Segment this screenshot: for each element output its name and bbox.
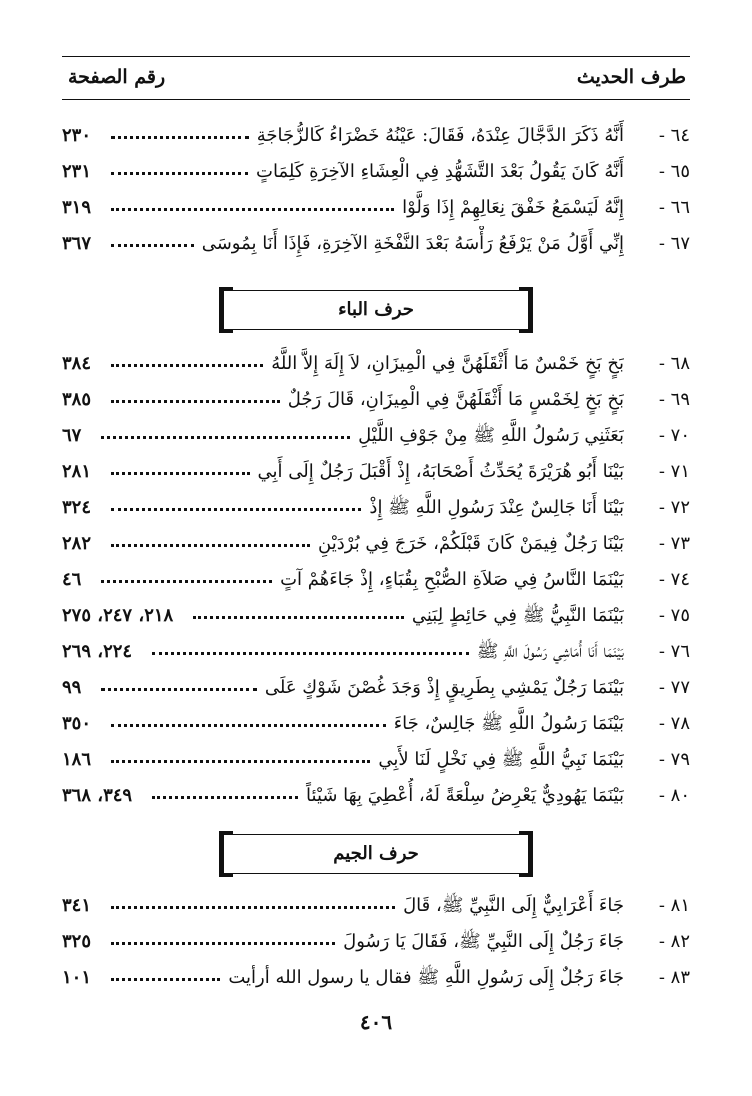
entry-number: ٧٣ - — [658, 533, 690, 554]
entry-text-content: بَيْنَمَا النَّاسُ فِي صَلاَةِ الصُّبْحِ بِقُبَاءٍ، إِذْ جَاءَهُمْ آتٍ — [280, 569, 624, 590]
entry-text-content: بَيْنَا أَنَا جَالِسٌ عِنْدَ رَسُولِ اللَّهِ ﷺ إِذْ — [369, 497, 624, 518]
entry-text-content: أَنَّهُ ذَكَرَ الدَّجَّالَ عِنْدَهُ، فَقَالَ: عَيْنُهُ خَضْرَاءُ كَالزُّجَاجَةِ — [256, 125, 624, 146]
index-entry — [62, 670, 690, 706]
entry-page-refs: ٢١٨، ٢٤٧، ٢٧٥ — [62, 605, 174, 626]
entry-number: ٧٥ - — [658, 605, 690, 626]
leader-dots — [111, 242, 194, 247]
entry-number: ٧٦ - — [658, 641, 690, 662]
entry-text-content: بَخٍ بَخٍ خَمْسٌ مَا أَثْقَلَهُنَّ فِي الْمِيزَانِ، لاَ إِلَهَ إِلاَّ اللَّهُ — [271, 353, 624, 374]
section-label-ba: حرف الباء — [338, 299, 414, 320]
entry-hadith-text — [140, 634, 624, 670]
index-entry — [62, 742, 690, 778]
entry-hadith-text — [89, 418, 624, 454]
leader-dots — [111, 206, 394, 211]
leader-dots — [101, 578, 272, 583]
entry-number: ٧٨ - — [658, 713, 690, 734]
entry-page-refs: ٤٦ — [62, 569, 82, 590]
entry-page-refs: ٣٥٠ — [62, 713, 92, 734]
index-entry — [62, 490, 690, 526]
section-label-jim: حرف الجيم — [333, 843, 419, 864]
entry-hadith-text — [99, 526, 624, 562]
entry-number: ٨١ - — [658, 895, 690, 916]
leader-dots — [111, 542, 310, 547]
entry-text-content: بَخٍ بَخٍ لِخَمْسٍ مَا أَثْقَلَهُنَّ فِي الْمِيزَانِ، قَالَ رَجُلٌ — [287, 389, 624, 410]
entry-number: ٧٠ - — [658, 425, 690, 446]
entry-hadith-text — [140, 778, 624, 814]
entry-hadith-text — [99, 742, 624, 778]
entry-text-content: بَيْنَمَا أَنَا أُمَاشِي رَسُولَ اللَّهِ ﷺ — [476, 641, 624, 662]
entry-page-refs: ١٨٦ — [62, 749, 92, 770]
entries-group-alif — [62, 118, 690, 262]
entry-number: ٦٤ - — [658, 125, 690, 146]
entry-hadith-text — [99, 490, 624, 526]
entry-page-refs: ٩٩ — [62, 677, 82, 698]
index-entry — [62, 226, 690, 262]
index-entry — [62, 382, 690, 418]
entry-hadith-text — [99, 154, 624, 190]
entry-number: ٧٧ - — [658, 677, 690, 698]
entry-text-content: بَعَثَنِي رَسُولُ اللَّهِ ﷺ مِنْ جَوْفِ اللَّيْلِ — [358, 425, 624, 446]
index-entry — [62, 924, 690, 960]
entry-hadith-text — [99, 924, 624, 960]
entry-hadith-text — [181, 598, 624, 634]
entry-text-content: جَاءَ أَعْرَابِيٌّ إِلَى النَّبِيِّ ﷺ، قَالَ — [403, 895, 624, 916]
index-entry — [62, 960, 690, 996]
entry-page-refs: ٢٣٠ — [62, 125, 92, 146]
entry-number: ٦٧ - — [658, 233, 690, 254]
entry-text-content: جَاءَ رَجُلٌ إِلَى النَّبِيِّ ﷺ، فَقَالَ يَا رَسُولَ — [343, 931, 624, 952]
entry-page-refs: ٣٨٥ — [62, 389, 92, 410]
entry-hadith-text — [99, 888, 624, 924]
index-entry — [62, 454, 690, 490]
entry-hadith-text — [99, 960, 624, 996]
leader-dots — [111, 362, 263, 367]
entry-text-content: بَيْنَمَا رَجُلٌ يَمْشِي بِطَرِيقٍ إِذْ وَجَدَ غُصْنَ شَوْكٍ عَلَى — [264, 677, 624, 698]
entry-number: ٧٤ - — [658, 569, 690, 590]
entries-group-jim — [62, 888, 690, 996]
section-heading-jim — [222, 834, 530, 874]
entry-hadith-text — [99, 454, 624, 490]
leader-dots — [101, 686, 257, 691]
leader-dots — [193, 614, 404, 619]
entry-number: ٦٨ - — [658, 353, 690, 374]
index-entry — [62, 418, 690, 454]
leader-dots — [111, 722, 386, 727]
entry-page-refs: ٢٨١ — [62, 461, 92, 482]
entry-page-refs: ٢٢٤، ٢٦٩ — [62, 641, 133, 662]
entries-group-ba — [62, 346, 690, 814]
header-top-rule — [62, 56, 690, 57]
entry-number: ٧٩ - — [658, 749, 690, 770]
leader-dots — [111, 170, 248, 175]
index-entry — [62, 118, 690, 154]
leader-dots — [111, 470, 250, 475]
index-entry — [62, 526, 690, 562]
index-entry — [62, 706, 690, 742]
entry-page-refs: ٣٤١ — [62, 895, 92, 916]
index-entry — [62, 634, 690, 670]
leader-dots — [111, 976, 220, 981]
entry-page-refs: ٣١٩ — [62, 197, 92, 218]
header-hadith-title: طرف الحديث — [576, 66, 686, 88]
entry-number: ٦٦ - — [658, 197, 690, 218]
entry-page-refs: ٣٤٩، ٣٦٨ — [62, 785, 133, 806]
header-bottom-rule — [62, 99, 690, 100]
index-entry — [62, 778, 690, 814]
entry-text-content: بَيْنَا رَجُلٌ فِيمَنْ كَانَ قَبْلَكُمْ، خَرَجَ فِي بُرْدَيْنِ — [318, 533, 624, 554]
entry-text-content: بَيْنَا أَبُو هُرَيْرَةَ يُحَدِّثُ أَصْحَابَهُ، إِذْ أَقْبَلَ رَجُلٌ إِلَى أَبِي — [257, 461, 624, 482]
leader-dots — [152, 794, 298, 799]
leader-dots — [111, 506, 361, 511]
entry-hadith-text — [99, 118, 624, 154]
leader-dots — [152, 650, 469, 655]
index-entry — [62, 190, 690, 226]
entry-page-refs: ٦٧ — [62, 425, 82, 446]
header-page-number-title: رقم الصفحة — [68, 66, 166, 88]
entry-number: ٧١ - — [658, 461, 690, 482]
entry-number: ٨٠ - — [658, 785, 690, 806]
entry-page-refs: ٣٢٥ — [62, 931, 92, 952]
entry-text-content: بَيْنَمَا يَهُودِيٌّ يَعْرِضُ سِلْعَةً لَهُ، أُعْطِيَ بِهَا شَيْئاً — [306, 785, 624, 806]
entry-hadith-text — [99, 382, 624, 418]
entry-number: ٨٢ - — [658, 931, 690, 952]
entry-text-content: إِنِّي أَوَّلُ مَنْ يَرْفَعُ رَأْسَهُ بَعْدَ النَّفْخَةِ الآخِرَةِ، فَإِذَا أَنَا بِمُوسَى — [201, 233, 624, 254]
page-number: ٤٠٦ — [359, 1010, 393, 1034]
entry-page-refs: ٢٨٢ — [62, 533, 92, 554]
index-entry — [62, 562, 690, 598]
entry-text-content: بَيْنَمَا نَبِيُّ اللَّهِ ﷺ فِي نَخْلٍ لَنَا لأَبِي — [378, 749, 624, 770]
entry-hadith-text — [99, 346, 624, 382]
entry-number: ٧٢ - — [658, 497, 690, 518]
page-header — [62, 56, 690, 100]
entry-text-content: بَيْنَمَا رَسُولُ اللَّهِ ﷺ جَالِسٌ، جَاءَ — [393, 713, 624, 734]
leader-dots — [111, 134, 249, 139]
entry-page-refs: ١٠١ — [62, 967, 92, 988]
entry-text-content: بَيْنَمَا النَّبِيُّ ﷺ فِي حَائِطٍ لِبَنِي — [411, 605, 624, 626]
index-entry — [62, 154, 690, 190]
leader-dots — [111, 904, 395, 909]
leader-dots — [111, 758, 370, 763]
entry-number: ٦٩ - — [658, 389, 690, 410]
index-entry — [62, 888, 690, 924]
entry-page-refs: ٣٨٤ — [62, 353, 92, 374]
entry-hadith-text — [99, 226, 624, 262]
entry-text-content: أَنَّهُ كَانَ يَقُولُ بَعْدَ التَّشَهُّدِ فِي الْعِشَاءِ الآخِرَةِ كَلِمَاتٍ — [256, 161, 624, 182]
leader-dots — [111, 398, 280, 403]
entry-page-refs: ٢٣١ — [62, 161, 92, 182]
entry-hadith-text — [99, 706, 624, 742]
section-heading-ba — [222, 290, 530, 330]
entry-number: ٦٥ - — [658, 161, 690, 182]
leader-dots — [101, 434, 350, 439]
entry-text-content: جَاءَ رَجُلٌ إِلَى رَسُولِ اللَّهِ ﷺ فقال يا رسول الله أرأيت — [228, 967, 624, 988]
entry-hadith-text — [89, 562, 624, 598]
entry-hadith-text — [89, 670, 624, 706]
leader-dots — [111, 940, 335, 945]
entry-page-refs: ٣٢٤ — [62, 497, 92, 518]
index-entry — [62, 598, 690, 634]
entry-hadith-text — [99, 190, 624, 226]
index-entry — [62, 346, 690, 382]
entry-page-refs: ٣٦٧ — [62, 233, 92, 254]
entry-text-content: إِنَّهُ لَيَسْمَعُ خَفْقَ نِعَالِهِمْ إِذَا وَلَّوْا — [402, 197, 624, 218]
entry-number: ٨٣ - — [658, 967, 690, 988]
